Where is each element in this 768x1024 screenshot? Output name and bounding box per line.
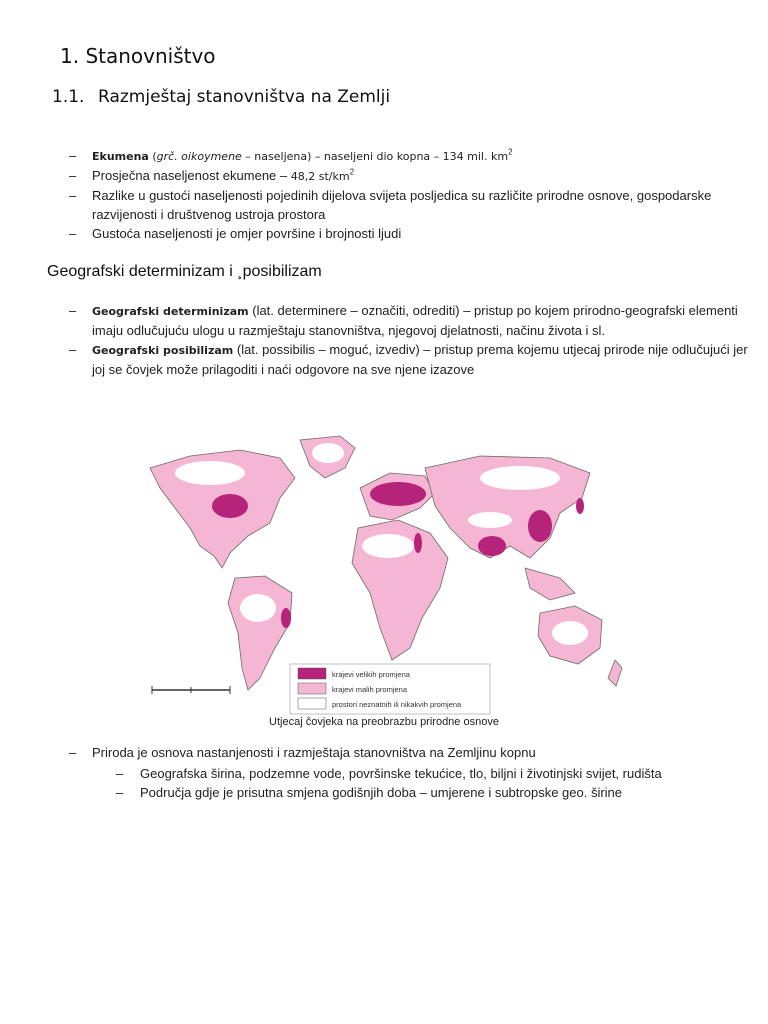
heading-determinizam: Geografski determinizam i ¸posibilizam [47, 263, 322, 280]
text-fragment: – naseljena) – naseljeni dio kopna – 134 mil. km [241, 150, 509, 163]
list-item [69, 186, 749, 224]
dash-bullet: – [116, 785, 124, 800]
area-high-change-europe [370, 482, 426, 506]
landmass-new-zealand [608, 660, 622, 686]
legend-label-light: krajevi malih promjena [332, 685, 408, 694]
heading-number: 1.1. [52, 87, 85, 107]
list-item [69, 301, 749, 340]
dash-bullet: – [69, 303, 77, 318]
legend-label-none: prostori neznatnih ili nikakvih promjena [332, 700, 462, 709]
caption-suffix: prirodne osnove [420, 716, 499, 728]
area-unchanged-australia [552, 621, 588, 645]
text-fragment: Prosječna naseljenost ekumene – [92, 168, 291, 183]
area-high-change-india [478, 536, 506, 556]
dash-bullet: – [69, 226, 77, 241]
world-map-figure [130, 428, 640, 716]
dash-bullet: – [69, 745, 77, 760]
landmass-south-america [228, 576, 292, 690]
dash-bullet: – [69, 188, 77, 203]
dash-bullet: – [69, 342, 77, 357]
legend-swatch-strong [298, 668, 326, 679]
area-high-change-nile [414, 533, 422, 553]
area-high-change-us-east [212, 494, 248, 518]
landmass-se-asia [525, 568, 575, 600]
text-fragment: (lat. possibilis – moguć, izvediv) – pristup prema kojemu utjecaj prirode nije odlučujući jer joj se čovjek može prilagoditi i naći odgovore na sve njene izazove [92, 342, 748, 377]
text-fragment: Područja gdje je prisutna smjena godišnjih doba – umjerene i subtropske geo. širine [140, 785, 623, 800]
figure-caption [0, 716, 768, 728]
sublist-item [116, 783, 736, 802]
dash-bullet: – [69, 148, 77, 163]
dash-bullet: – [116, 766, 124, 781]
list-item [69, 146, 749, 166]
area-unchanged-greenland [312, 443, 344, 463]
text-fragment: Gustoća naseljenosti je omjer površine i brojnosti ljudi [92, 226, 402, 241]
heading-razmjestaj [52, 87, 390, 107]
list-item [69, 340, 749, 379]
area-unchanged-central-asia [468, 512, 512, 528]
legend-swatch-light [298, 683, 326, 694]
list-priroda [69, 743, 749, 762]
legend-label-strong: krajevi velikih promjena [332, 670, 410, 679]
term-greek: grč. oikoymene [156, 150, 242, 163]
map-legend [290, 664, 490, 714]
area-unchanged-sahara [362, 534, 414, 558]
text-fragment: Priroda je osnova nastanjenosti i razmještaja stanovništva na Zemljinu kopnu [92, 745, 536, 760]
area-unchanged-canada [175, 461, 245, 485]
term-determinizam: Geografski determinizam [92, 305, 249, 318]
sublist-priroda [116, 764, 736, 802]
superscript: 2 [349, 167, 355, 177]
list-item [69, 166, 749, 186]
sublist-item [116, 764, 736, 783]
text-fragment: Razlike u gustoći naseljenosti pojedinih dijelova svijeta posljedica su različite prirodne osnove, gospodarske razvijenosti i društvenog ustroja prostora [92, 188, 712, 222]
superscript: 2 [508, 147, 513, 157]
text-fragment: 48,2 st/km [290, 170, 350, 183]
map-scale-bar [152, 686, 230, 694]
dash-bullet: – [69, 168, 77, 183]
list-determinizam [69, 301, 749, 379]
text-fragment: ( [148, 150, 157, 163]
list-ekumena [69, 146, 749, 243]
term-ekumena: Ekumena [92, 150, 149, 163]
caption-prefix: Utjecaj čovjeka na preobrazbu [269, 716, 421, 728]
list-item [69, 224, 749, 243]
area-high-change-china [528, 510, 552, 542]
area-high-change-japan [576, 498, 584, 514]
legend-swatch-none [298, 698, 326, 709]
term-posibilizam: Geografski posibilizam [92, 344, 234, 357]
area-high-change-brazil [281, 608, 291, 628]
text-fragment: (lat. determinere – označiti, odrediti) – pristup po kojem prirodno-geografski elementi imaju odlučujuću ulogu u razmještaju stanovništva, njegovoj djelatnosti, načinu života i sl. [92, 303, 738, 338]
list-item [69, 743, 749, 762]
heading-text: Razmještaj stanovništva na Zemlji [98, 87, 391, 107]
text-fragment: Geografska širina, podzemne vode, površinske tekućice, tlo, biljni i životinjski svijet, rudišta [140, 766, 662, 781]
area-unchanged-amazon [240, 594, 276, 622]
area-unchanged-siberia [480, 466, 560, 490]
heading-stanovnistvo: 1. Stanovništvo [60, 44, 216, 68]
